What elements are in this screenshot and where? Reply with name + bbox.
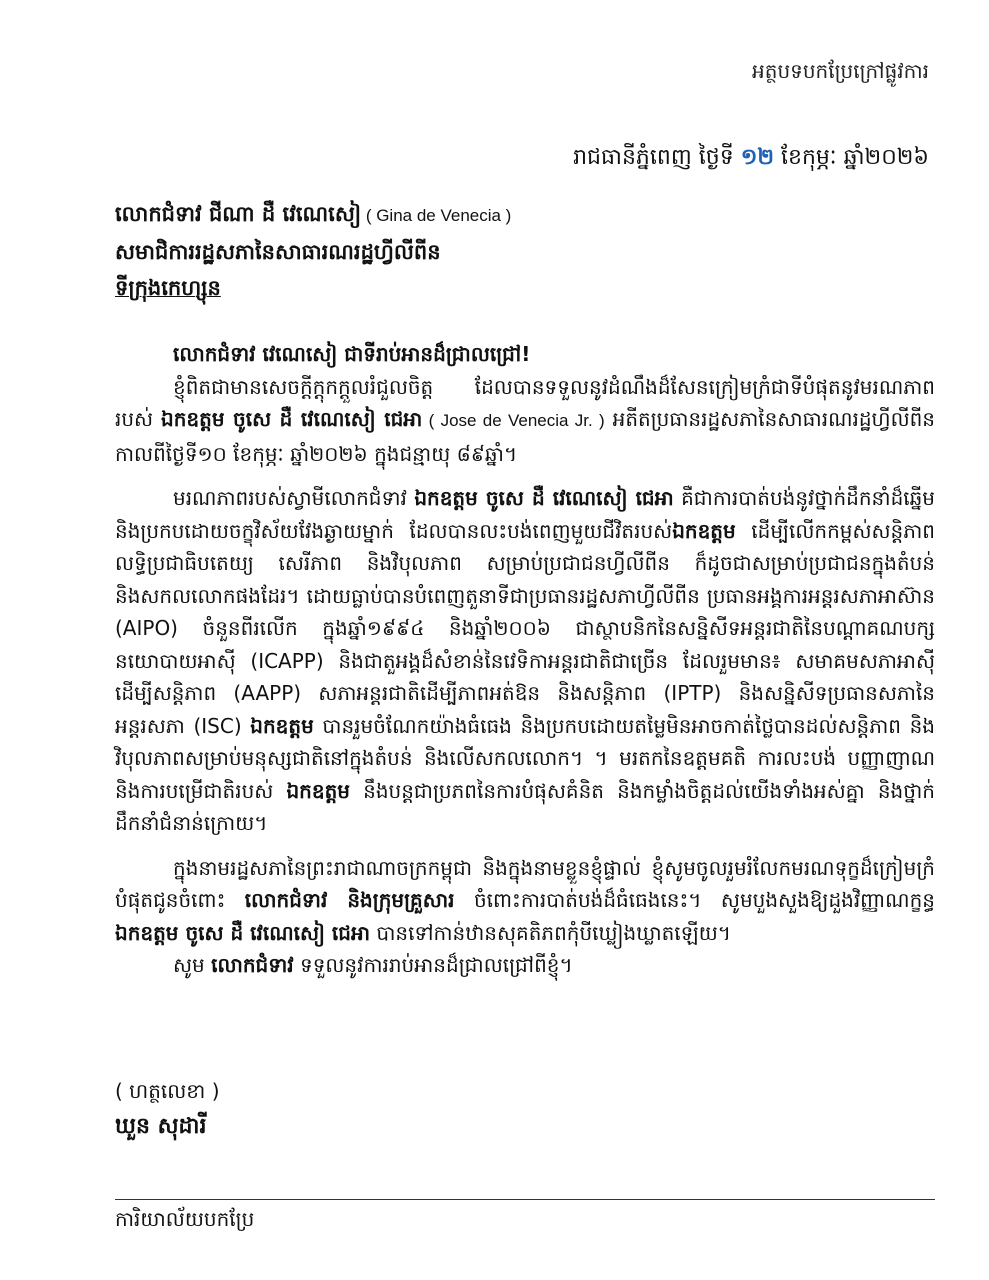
p3-name: ឯកឧត្ដម ចូសេ ដឺ វេណេសៀ ជេអា — [115, 920, 370, 945]
addressee-name-line — [115, 196, 935, 234]
paragraph-4 — [115, 949, 935, 982]
letter-date — [573, 143, 929, 175]
p2-text-e: ដើម្បីលើកកម្ពស់សន្តិភាព លទ្ធិប្រជាធិបតេយ្យ សេរីភាព និងវិបុលភាព សម្រាប់ប្រជាជនហ្វីលីពីន ក៏ដូចជាសម្រាប់ប្រជាជនក្នុងតំបន់ និងសកលលោកផងដែរ។ ដោយធ្លាប់បានបំពេញតួនាទីជាប្រធានរដ្ឋសភាហ្វីលីពីន ប្រធានអង្គការអន្តរសភាអាស៊ាន (AIPO) ចំនួនពីរលើក ក្នុងឆ្នាំ១៩៩៤ និងឆ្នាំ២០០៦ ជាស្ថាបនិកនៃសន្និសីទអន្តរជាតិនៃបណ្ដាគណបក្សនយោបាយអាស៊ី (ICAPP) និងជាតួអង្គដ៏សំខាន់នៃវេទិកាអន្តរជាតិជាច្រើន ដែលរួមមាន៖ សមាគមសភាអាស៊ីដើម្បីសន្តិភាព (AAPP) សភាអន្តរជាតិដើម្បីភាពអត់ឱន និងសន្តិភាព (IPTP) និងសន្និសីទប្រធានសភានៃអន្តរសភា (ISC) — [115, 518, 935, 738]
p1-name: ឯកឧត្ដម ចូសេ ដឺ វេណេសៀ ជេអា — [161, 407, 423, 431]
signature-block — [115, 1073, 220, 1145]
p3-recipient: លោកជំទាវ និងក្រុមគ្រួសារ — [244, 888, 455, 912]
addressee-title: សមាជិការរដ្ឋសភានៃសាធារណរដ្ឋហ្វីលីពីន — [115, 240, 441, 264]
p2-text-g: បានរួមចំណែកយ៉ាងធំធេង និងប្រកបដោយតម្លៃមិនអាចកាត់ថ្លៃបានដល់សន្តិភាព និងវិបុលភាពសម្រាប់មនុស្សជាតិនៅក្នុងតំបន់ និងលើសកលលោក។ ។ មរតកនៃឧត្ដមគតិ ការលះបង់ បញ្ញាញាណ និងការបម្រើជាតិរបស់ — [115, 713, 936, 803]
letter-greeting: លោកជំទាវ វេណេសៀ ជាទីរាប់អានដ៏ជ្រាលជ្រៅ! — [173, 342, 531, 366]
date-suffix: ខែកុម្ភៈ ឆ្នាំ២០២៦ — [774, 145, 929, 170]
p2-title-3: ឯកឧត្ដម — [286, 778, 350, 803]
date-day: ១២ — [740, 145, 775, 170]
paragraph-1 — [115, 371, 935, 471]
p4-recipient: លោកជំទាវ — [211, 953, 294, 977]
p1-text-d: អតីតប្រធានរដ្ឋសភានៃសាធារណរដ្ឋហ្វីលីពីន កាលពីថ្ងៃទី១០ ខែកុម្ភៈ ឆ្នាំ២០២៦ ក្នុងជន្មាយុ ៨៩ឆ្នាំ។ — [115, 407, 935, 466]
unofficial-translation-label: អត្ថបទបកប្រែក្រៅផ្លូវការ — [752, 59, 929, 83]
p3-text-c: ចំពោះការបាត់បង់ដ៏ធំធេងនេះ។ សូមបួងសួងឱ្យដួងវិញ្ញាណក្ខន្ធ — [454, 888, 935, 912]
p4-text-c: ទទួលនូវការរាប់អានដ៏ជ្រាលជ្រៅពីខ្ញុំ។ — [293, 953, 573, 977]
p2-text-c: គឺជាការបាត់បង់នូវថ្នាក់ដឹកនាំដ៏ឆ្នើម និងប្រកបដោយចក្ខុវិស័យវែងឆ្ងាយម្នាក់ ដែលបានលះបង់ពេញមួយជីវិតរបស់ — [115, 486, 936, 543]
p2-text-i: នឹងបន្តជាប្រភពនៃការបំផុសគំនិត និងកម្លាំងចិត្តដល់យើងទាំងអស់គ្នា និងថ្នាក់ដឹកនាំជំនាន់ក្រោយ។ — [115, 778, 935, 835]
addressee-city: ទីក្រុងកេហ្សុន — [115, 276, 221, 300]
footer-divider — [115, 1199, 935, 1200]
signature-label: ( ហត្ថលេខា ) — [115, 1079, 220, 1103]
signatory-name: ឃួន សុដារី — [115, 1114, 207, 1139]
addressee-name: លោកជំទាវ ជីណា ដឺ វេណេសៀ — [115, 202, 362, 226]
p2-name: ឯកឧត្ដម ចូសេ ដឺ វេណេសៀ ជេអា — [414, 486, 674, 510]
paragraph-3 — [115, 852, 935, 950]
addressee-block — [115, 196, 935, 306]
p4-text-a: សូម — [173, 953, 212, 977]
p1-name-latin: ( Jose de Venecia Jr. ) — [422, 411, 605, 430]
p1-text-a: ខ្ញុំពិតជាមានសេចក្ដីក្ដុកក្ដួលរំជួលចិត្ត ដែលបានទទួលនូវដំណឹងដ៏សែនក្រៀមក្រំជាទីបំផុតនូវមរណភាព របស់ — [115, 374, 935, 431]
date-prefix: រាជធានីភ្នំពេញ ថ្ងៃទី — [573, 145, 741, 170]
p2-title-1: ឯកឧត្ដម — [672, 518, 736, 543]
letter-body — [115, 338, 935, 994]
paragraph-2 — [115, 482, 935, 840]
p3-text-e: បានទៅកាន់ឋានសុគតិភពកុំបីឃ្លៀងឃ្លាតឡើយ។ — [370, 920, 731, 945]
p2-title-2: ឯកឧត្ដម — [250, 713, 314, 738]
footer-office: ការិយាល័យបកប្រែ — [115, 1207, 255, 1231]
p2-text-a: មរណភាពរបស់ស្វាមីលោកជំទាវ — [173, 486, 415, 510]
p3-text-a: ក្នុងនាមរដ្ឋសភានៃព្រះរាជាណាចក្រកម្ពុជា និងក្នុងនាមខ្លួនខ្ញុំផ្ទាល់ ខ្ញុំសូមចូលរួមរំលែកមរណទុក្ខដ៏ក្រៀមក្រំបំផុតជូនចំពោះ — [115, 855, 935, 912]
addressee-name-latin: ( Gina de Venecia ) — [361, 206, 512, 225]
